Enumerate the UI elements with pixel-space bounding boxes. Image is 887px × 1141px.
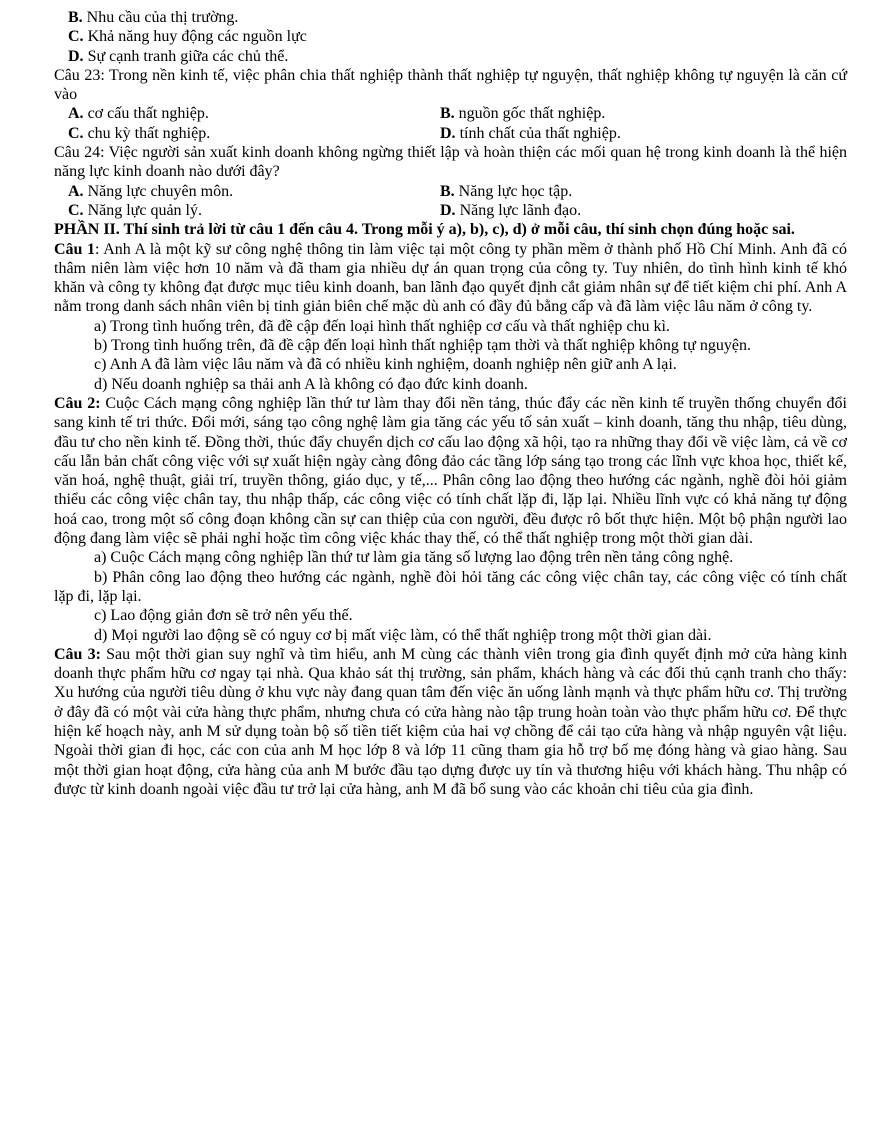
option-text: Năng lực chuyên môn. <box>87 182 234 200</box>
option-d <box>440 201 812 220</box>
statement-a: a) Cuộc Cách mạng công nghiệp lần thứ tư làm gia tăng số lượng lao động trên nền tảng công nghệ. <box>94 549 734 567</box>
option-text: tính chất của thất nghiệp. <box>459 124 621 142</box>
option-letter: B. <box>440 182 455 200</box>
question-label: Câu 3: <box>54 645 101 663</box>
statement-b: b) Trong tình huống trên, đã đề cập đến loại hình thất nghiệp tạm thời và thất nghiệp không tự nguyện. <box>94 337 752 355</box>
option-d <box>440 124 812 143</box>
statement-a: a) Trong tình huống trên, đã đề cập đến loại hình thất nghiệp cơ cấu và thất nghiệp chu kì. <box>94 317 670 335</box>
part-2-heading: PHẦN II. Thí sinh trả lời từ câu 1 đến câu 4. Trong mỗi ý a), b), c), d) ở mỗi câu, thí sinh chọn đúng hoặc sai. <box>54 221 795 239</box>
option-text: chu kỳ thất nghiệp. <box>87 124 211 142</box>
option-letter: C. <box>68 201 84 219</box>
option-letter: D. <box>440 124 456 142</box>
option-letter: D. <box>68 47 84 65</box>
statement-c: c) Anh A đã làm việc lâu năm và đã có nhiều kinh nghiệm, doanh nghiệp nên giữ anh A lại. <box>94 356 677 374</box>
option-text: Nhu cầu của thị trường. <box>86 9 239 26</box>
option-letter: C. <box>68 28 84 46</box>
question-23-options-row-2 <box>54 124 847 143</box>
question-23-options-row-1 <box>54 104 847 123</box>
question-label: Câu 1 <box>54 240 96 258</box>
statement-d: d) Nếu doanh nghiệp sa thải anh A là không có đạo đức kinh doanh. <box>94 375 528 393</box>
option-b <box>440 182 812 201</box>
question-24-options-row-2 <box>54 201 847 220</box>
question-body: : Anh A là một kỹ sư công nghệ thông tin làm việc tại một công ty phần mềm ở thành phố Hồ Chí Minh. Anh đã có thâm niên làm việc hơn 10 năm và đã tham gia nhiều dự án quan trọng của công ty. Tuy nhiên, do tình hình kinh tế khó khăn và công ty không đạt được mục tiêu kinh doanh, ban lãnh đạo quyết định cắt giảm nhân sự để tiết kiệm chi phí. Anh A nằm trong danh sách nhân viên bị tinh giản biên chế mặc dù anh có đầy đủ bằng cấp và đã làm việc lâu năm ở công ty. <box>54 240 848 316</box>
option-letter: A. <box>68 105 84 123</box>
question-23-stem: Câu 23: Trong nền kinh tế, việc phân chia thất nghiệp thành thất nghiệp tự nguyện, thất nghiệp không tự nguyện là căn cứ vào <box>54 66 847 104</box>
option-b <box>440 104 812 123</box>
option-text: Năng lực quản lý. <box>87 201 202 219</box>
option-text: Khả năng huy động các nguồn lực <box>87 28 307 46</box>
option-letter: A. <box>68 182 84 200</box>
part2-question-2 <box>54 394 847 548</box>
option-text: Năng lực lãnh đạo. <box>459 201 582 219</box>
statement-c: c) Lao động giản đơn sẽ trở nên yếu thế. <box>94 607 353 625</box>
option-c <box>54 27 847 46</box>
option-a <box>68 182 440 201</box>
question-label: Câu 2: <box>54 394 101 412</box>
statement-b: b) Phân công lao động theo hướng các ngành, nghề đòi hỏi tăng các công việc chân tay, các công việc có tính chất lặp đi, lặp lại. <box>54 568 847 605</box>
option-a <box>68 104 440 123</box>
option-letter: C. <box>68 124 84 142</box>
option-c <box>68 124 440 143</box>
option-letter: B. <box>440 105 455 123</box>
option-text: Năng lực học tập. <box>458 182 573 200</box>
statement-d: d) Mọi người lao động sẽ có nguy cơ bị mất việc làm, có thể thất nghiệp trong một thời gian dài. <box>94 626 712 644</box>
question-24-stem: Câu 24: Việc người sản xuất kinh doanh không ngừng thiết lập và hoàn thiện các mối quan hệ trong kinh doanh là thể hiện năng lực kinh doanh nào dưới đây? <box>54 144 847 181</box>
option-text: nguồn gốc thất nghiệp. <box>458 105 606 123</box>
option-d <box>54 47 847 66</box>
option-letter: D. <box>440 201 456 219</box>
part2-question-3 <box>54 645 847 799</box>
option-text: Sự cạnh tranh giữa các chủ thể. <box>87 47 289 65</box>
question-24-options-row-1 <box>54 182 847 201</box>
question-body: Cuộc Cách mạng công nghiệp lần thứ tư làm thay đổi nền tảng, thúc đẩy các nền kinh tế truyền thống chuyển đổi sang kinh tế tri thức. Đổi mới, sáng tạo công nghệ làm gia tăng các yếu tố sản xuất – kinh doanh, tăng thu nhập, tiêu dùng, đầu tư cho nền kinh tế. Đồng thời, thúc đẩy chuyển dịch cơ cấu lao động xã hội, tạo ra những thay đổi về việc làm, cả về cơ cấu lẫn bản chất công việc với sự xuất hiện ngày càng đông đảo các tầng lớp sáng tạo trong các lĩnh vực khoa học, thiết kế, văn hoá, nghệ thuật, giải trí, truyền thông, giáo dục, y tế,... Phân công lao động theo hướng các ngành, nghề đòi hỏi giảm thiểu các công việc chân tay, thu nhập thấp, các công việc có tính chất lặp đi, lặp lại. Nhiều lĩnh vực có khả năng tự động hoá cao, trong một số công đoạn không cần sự can thiệp của con người, đều được rô bốt thực hiện. Một bộ phận người lao động đang làm việc sẽ phải nghỉ hoặc tìm công việc khác thay thế, có thể thất nghiệp trong một thời gian dài. <box>54 394 847 548</box>
part2-question-1 <box>54 240 847 317</box>
option-text: cơ cấu thất nghiệp. <box>87 105 209 123</box>
option-letter: B. <box>68 9 83 26</box>
option-c <box>68 201 440 220</box>
question-body: Sau một thời gian suy nghĩ và tìm hiểu, anh M cùng các thành viên trong gia đình quyết định mở cửa hàng kinh doanh thực phẩm hữu cơ ngay tại nhà. Qua khảo sát thị trường, sản phẩm, khách hàng và các đối thủ cạnh tranh cho thấy: Xu hướng của người tiêu dùng ở khu vực này đang quan tâm đến việc ăn uống lành mạnh và thực phẩm hữu cơ. Thị trường ở đây đã có một vài cửa hàng thực phẩm, nhưng chưa có cửa hàng nào tập trung hoàn toàn vào thực phẩm hữu cơ. Để thực hiện kế hoạch này, anh M sử dụng toàn bộ số tiền tiết kiệm của hai vợ chồng để cải tạo cửa hàng và nhập nguyên vật liệu. Ngoài thời gian đi học, các con của anh M học lớp 8 và lớp 11 cũng tham gia hỗ trợ bố mẹ đóng hàng và giao hàng. Sau một thời gian hoạt động, cửa hàng của anh M bước đầu tạo dựng được uy tín và thương hiệu với khách hàng. Thu nhập có được từ kinh doanh ngoài việc đầu tư trở lại cửa hàng, anh M đã bổ sung vào các khoản chi tiêu của gia đình. <box>54 645 848 798</box>
option-b <box>54 8 847 27</box>
